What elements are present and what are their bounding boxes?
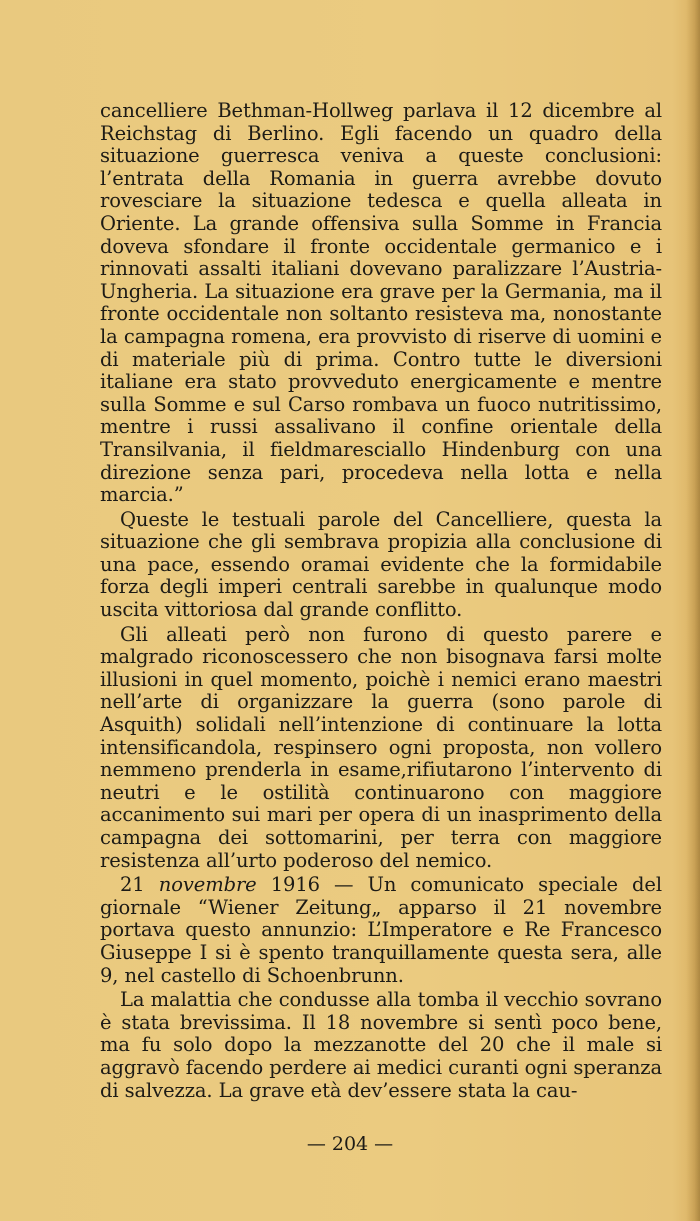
- paragraph-allies-response: Gli alleati però non furono di questo parere e malgrado riconoscessero che non bisognava farsi molte illusioni in quel momento, poichè i nemici erano maestri nell’arte di organizzare la guerra (sono parole di Asquith) solidali nell’intenzione di continuare la lotta intensificandola, respinsero ogni proposta, non vollero nemmeno prenderla in esame,rifiutarono l’intervento di neutri e le ostilità continuarono con maggiore accanimento sui mari per opera di un inasprimento della campagna dei sottomarini, per terra con maggiore resistenza all’urto poderoso del nemico.: [100, 622, 662, 872]
- date-day: 21: [120, 873, 145, 897]
- date-month: novembre: [158, 873, 257, 897]
- page-edge-shadow: [686, 0, 700, 1221]
- paragraph-dated-entry: [100, 874, 662, 987]
- page-body: [100, 100, 662, 1104]
- paragraph-peace-proposal: Queste le testuali parole del Cancelliere, questa la situazione che gli sembrava propizia alla conclusione di una pace, essendo oramai evidente che la formidabile forza degli imperi centrali sarebbe in qualunque modo uscita vittoriosa dal grande conflitto.: [100, 507, 662, 622]
- dated-entry-text: 1916 — Un comunicato speciale del giornale “Wiener Zeitung„ apparso il 21 novembre portava questo annunzio: L’Imperatore e Re Francesco Giuseppe I si è spento tranquillamente questa sera, alle 9, nel castello di Schoenbrunn.: [100, 873, 663, 987]
- paragraph-chancellor-speech: cancelliere Bethman-Hollweg parlava il 12 dicembre al Reichstag di Berlino. Egli facendo un quadro della situazione guerresca veniva a queste conclusioni: l’entrata della Romania in guerra avrebbe dovuto rovesciare la situazione tedesca e quella alleata in Oriente. La grande offensiva sulla Somme in Francia doveva sfondare il fronte occidentale germanico e i rinnovati assalti italiani dovevano paralizzare l’Austria-Ungheria. La situazione era grave per la Germania, ma il fronte occidentale non soltanto resisteva ma, nonostante la campagna romena, era provvisto di riserve di uomini e di materiale più di prima. Contro tutte le diversioni italiane era stato provveduto energicamente e mentre sulla Somme e sul Carso rombava un fuoco nutritissimo, mentre i russi assalivano il confine orientale della Transilvania, il fieldmaresciallo Hindenburg con una direzione senza pari, procedeva nella lotta e nella marcia.”: [100, 99, 662, 507]
- paragraph-illness: La malattia che condusse alla tomba il vecchio sovrano è stata brevissima. Il 18 novembre si sentì poco bene, ma fu solo dopo la mezzanotte del 20 che il male si aggravò facendo perdere ai medici curanti ogni speranza di salvezza. La grave età dev’essere stata la cau-: [100, 988, 662, 1102]
- page-number: — 204 —: [306, 1133, 394, 1155]
